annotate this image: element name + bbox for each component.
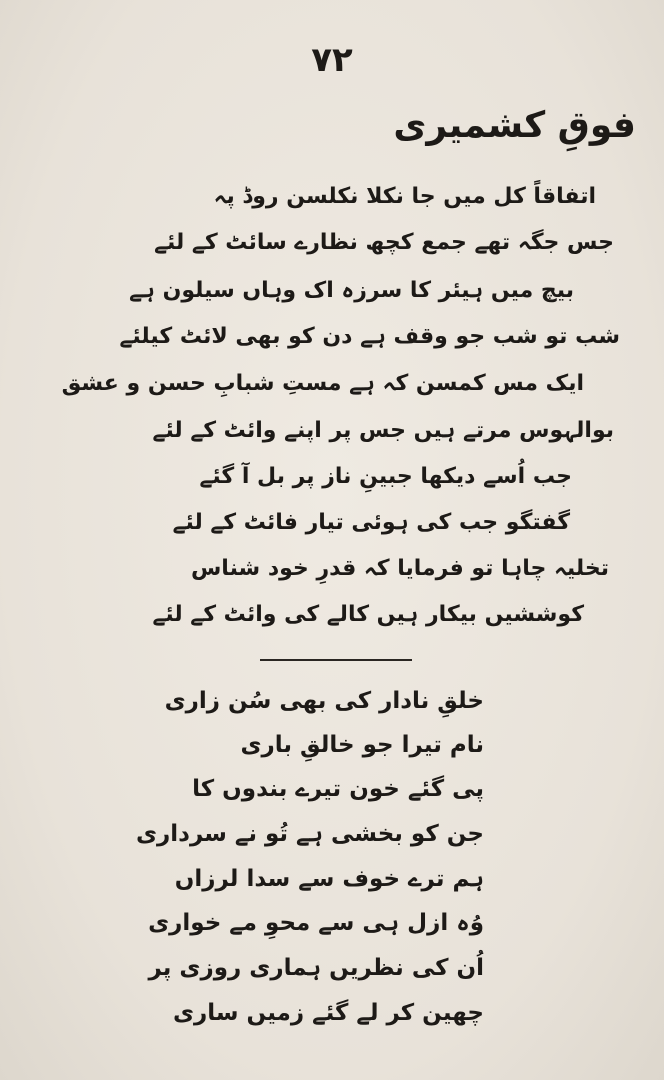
prose-line: جب اُسے دیکھا جبینِ ناز پر بل آ گئے xyxy=(199,464,572,489)
prose-line: تخلیہ چاہا تو فرمایا کہ قدرِ خود شناس xyxy=(190,556,609,581)
prose-line: شب تو شب جو وقف ہے دن کو بھی لائٹ کیلئے xyxy=(119,324,620,349)
section-divider xyxy=(260,659,412,661)
prose-line: بوالہوس مرتے ہیں جس پر اپنے وائٹ کے لئے xyxy=(152,418,614,443)
page-number: ۷۲ xyxy=(311,40,353,80)
section-title: فوقِ کشمیری xyxy=(393,105,636,146)
poem-line: نام تیرا جو خالقِ باری xyxy=(240,732,484,758)
poem-line: ہم ترے خوف سے سدا لرزاں xyxy=(174,866,484,892)
poem-line: خلقِ نادار کی بھی سُن زاری xyxy=(164,688,484,714)
poem-line: چھین کر لے گئے زمیں ساری xyxy=(172,1000,484,1026)
poem-line: پی گئے خون تیرے بندوں کا xyxy=(192,776,484,802)
prose-line: کوششیں بیکار ہیں کالے کی وائٹ کے لئے xyxy=(152,602,584,627)
prose-line: جس جگہ تھے جمع کچھ نظارے سائٹ کے لئے xyxy=(154,230,614,255)
poem-line: اُن کی نظریں ہماری روزی پر xyxy=(148,955,484,981)
poem-line: وُہ ازل ہی سے محوِ مے خواری xyxy=(148,910,484,936)
prose-line: اتفاقاً کل میں جا نکلا نکلسن روڈ پہ xyxy=(213,184,596,209)
prose-line: گفتگو جب کی ہوئی تیار فائٹ کے لئے xyxy=(172,510,570,535)
prose-line: ایک مس کمسن کہ ہے مستِ شبابِ حسن و عشق xyxy=(61,371,584,396)
poem-line: جن کو بخشی ہے تُو نے سرداری xyxy=(135,821,484,847)
prose-line: بیچ میں ہیئر کا سرزہ اک وہاں سیلون ہے xyxy=(129,278,574,303)
